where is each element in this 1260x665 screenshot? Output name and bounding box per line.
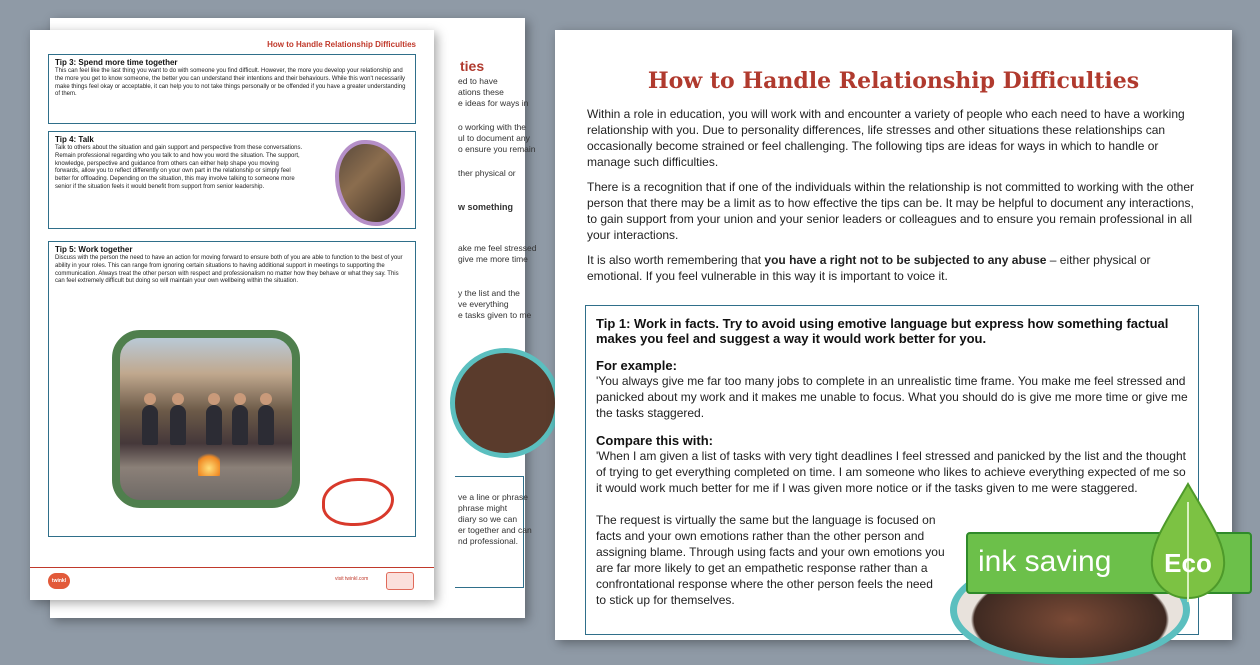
footer-badge-icon <box>386 572 414 590</box>
left-page-header: How to Handle Relationship Difficulties <box>267 40 416 49</box>
footer-url: visit twinkl.com <box>335 576 369 582</box>
page-title: How to Handle Relationship Difficulties <box>647 68 1140 94</box>
photo-person <box>142 405 158 445</box>
back-text-snippet: o ensure you remain <box>458 144 536 154</box>
tip1-title: Tip 1: Work in facts. Try to avoid using emotive language but express how something factual makes you feel and suggest a way it would work better for you. <box>596 316 1169 346</box>
tip4-title: Tip 4: Talk <box>55 135 94 144</box>
back-text-snippet: ations these <box>458 87 504 97</box>
twinkl-life-logo: twinkl LIFE <box>48 573 70 589</box>
back-text-snippet: e tasks given to me <box>458 310 532 320</box>
tip4-box <box>48 131 416 229</box>
back-text-snippet: ul to document any <box>458 133 530 143</box>
back-text-snippet: diary so we can <box>458 514 518 524</box>
photo-person <box>170 405 186 445</box>
left-worksheet-page <box>30 30 434 600</box>
tip3-box <box>48 54 416 124</box>
closing-text: The request is virtually the same but the language is focused on facts and your own emotions rather than the other person and assigning blame. Through using facts and your own emotions you are far more likely to get an empathetic response rather than a confrontational response where the other person feels the need to stick up for themselves. <box>596 513 945 607</box>
tip5-title: Tip 5: Work together <box>55 245 133 254</box>
compare-heading: Compare this with: <box>596 433 714 448</box>
back-page-title-fragment: ties <box>460 58 485 74</box>
intro-paragraph-1: Within a role in education, you will work with and encounter a variety of people who each need to have a working relationship with you. Due to personality differences, life stresses and other situations these relationships can occasionally become strained or feel challenging. The following tips are ideas for ways in which to handle or manage such difficulties. <box>587 107 1185 169</box>
intro-paragraph-3 <box>587 252 1201 284</box>
photo-person <box>232 405 248 445</box>
back-text-snippet: ake me feel stressed <box>458 243 537 253</box>
para3-bold: you have a right not to be subjected to any abuse <box>764 253 1047 267</box>
intro-paragraph-2: There is a recognition that if one of the individuals within the relationship is not committed to working with the other person that there may be a limit as to how effective the tips can be. It may be helpful to document any interactions, to gain support from your union and your senior leaders or colleagues and to ensure you remain professional in all your interactions. <box>587 180 1194 242</box>
back-text-snippet: ther physical or <box>458 168 516 178</box>
example-heading: For example: <box>596 358 677 373</box>
tip3-body: This can feel like the last thing you want to do with someone you find difficult. However, the more you develop your relationship and the more you get to know someone, the better you can understand their intentions and their behaviours. While this won't necessarily make things feel okay or acceptable, it can help you to not take things personally or be offended if you have a greater understanding of them. <box>55 68 406 98</box>
back-text-snippet: o working with the <box>458 122 527 132</box>
eco-label: Eco <box>1164 548 1212 578</box>
back-text-snippet: nd professional. <box>458 536 519 546</box>
para3-prefix: It is also worth remembering that <box>587 253 765 267</box>
back-text-snippet: ve everything <box>458 299 509 309</box>
tip5-photo-campfire-group <box>112 330 300 508</box>
tip4-photo-people-talking <box>335 140 405 226</box>
photo-person <box>258 405 274 445</box>
back-text-snippet: ed to have <box>458 76 498 86</box>
compare-text: 'When I am given a list of tasks with very tight deadlines I feel stressed and panicked by the list and the thought of trying to get everything completed on time. I am someone who likes to achieve everything expected of me so it would work much better for me if I was given more notice or if the tasks given to me were staggered. <box>596 449 1186 495</box>
photo-person <box>206 405 222 445</box>
tip5-body: Discuss with the person the need to have an action for moving forward to ensure both of you are able to function to the best of your ability in your roles. This can range from ignoring certain situations to having additional support in meetings to supporting the communication. Always treat the other person with respect and professionalism no matter how they behave or what they say. This can feel extremely difficult but doing so will maintain your own wellbeing within the situation. <box>55 255 403 285</box>
back-text-snippet: give me more time <box>458 254 528 264</box>
back-text-snippet: y the list and the <box>458 288 520 298</box>
tip4-body: Talk to others about the situation and gain support and perspective from these conversations. Remain professional regarding who you talk to and how you word the situation. The support, knowledge, perspective and guidance from others can either help shape you moving forwards, allow you to reflect differently on your own part in the relationship or simply feel better for offloading. Depending on the situation, this may involve talking to someone more senior if the situation feels it would benefit from support from senior leadership. <box>55 145 303 190</box>
left-page-footer <box>30 567 434 600</box>
example-text: 'You always give me far too many jobs to complete in an unrealistic time frame. You make me feel stressed and panicked about my work and it makes me unable to focus. What you should do is give me more time or give me the tasks staggered. <box>596 374 1188 420</box>
back-text-snippet: e ideas for ways in <box>458 98 529 108</box>
back-text-snippet: ve a line or phrase <box>458 492 528 502</box>
back-text-snippet: er together and can <box>458 525 532 535</box>
tip3-title: Tip 3: Spend more time together <box>55 58 178 67</box>
campfire <box>198 450 220 476</box>
back-page-photo <box>450 348 560 458</box>
ink-saving-text: ink saving <box>978 545 1112 578</box>
para3-suffix: – either physical or emotional. If you feel vulnerable in this way it is important to voice it. <box>587 253 1151 283</box>
eco-leaf-icon <box>1148 482 1228 602</box>
back-text-snippet: w something <box>458 202 514 212</box>
back-text-snippet: phrase might <box>458 503 508 513</box>
